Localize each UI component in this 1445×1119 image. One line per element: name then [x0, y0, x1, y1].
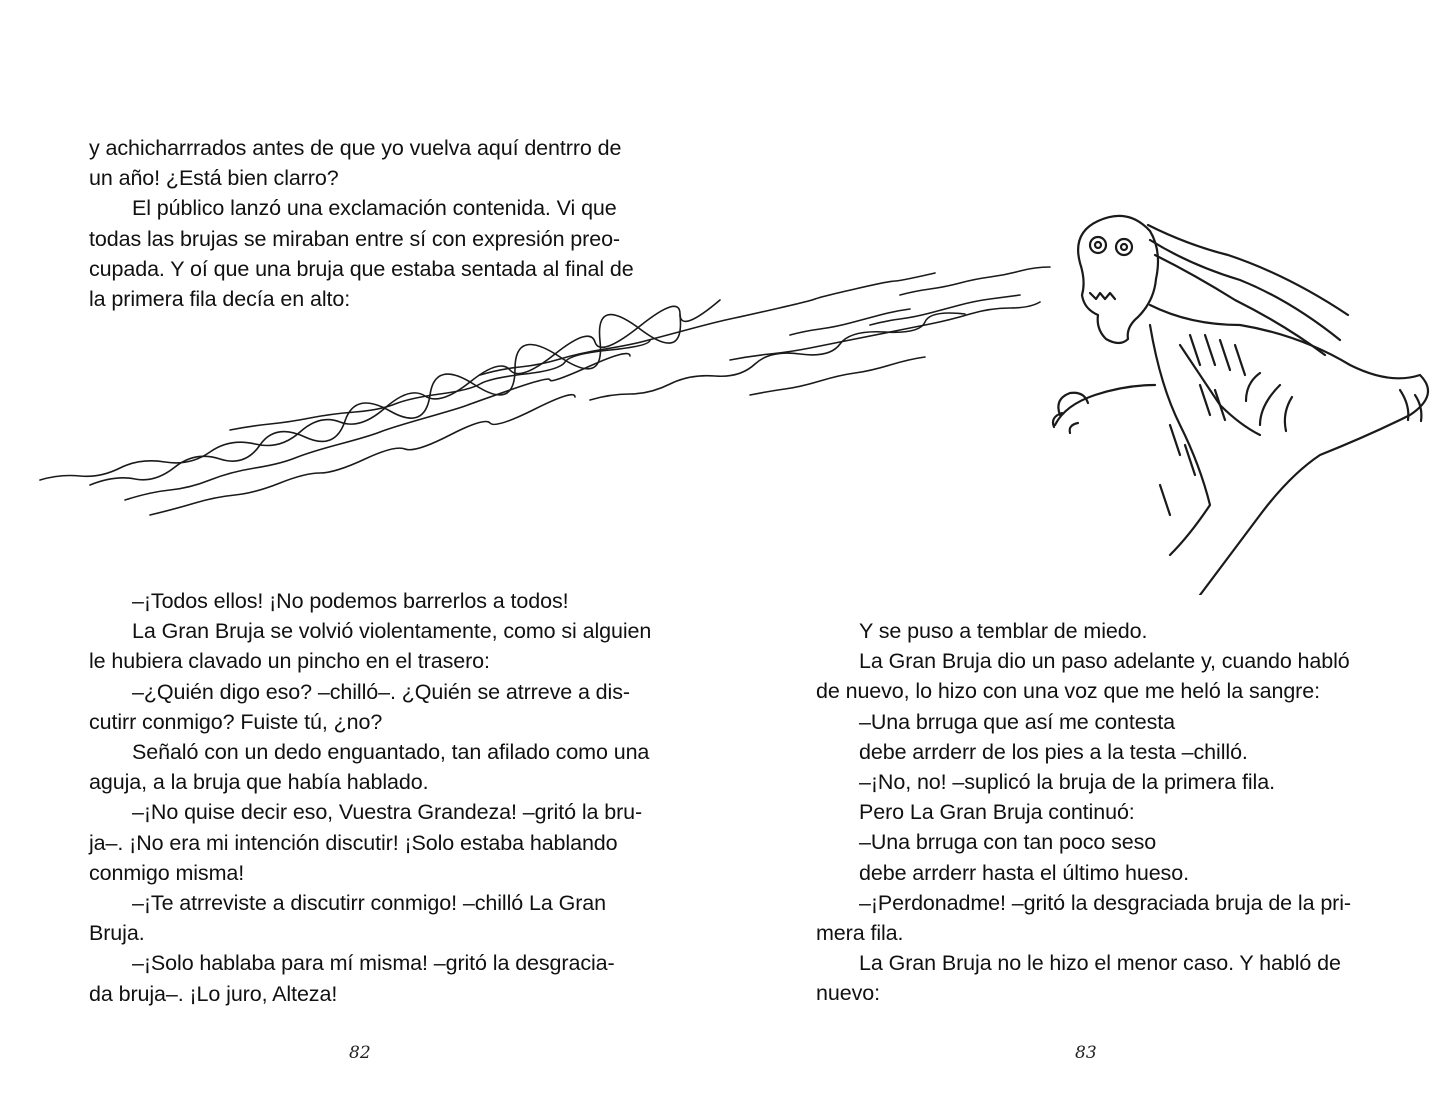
right-page-text	[816, 616, 1361, 1009]
left-bottom-text	[89, 586, 652, 1009]
text-line: cutirr conmigo? Fuiste tú, ¿no?	[89, 709, 383, 734]
text-line: todas las brujas se miraban entre sí con expresión preo-	[89, 226, 620, 251]
text-line: El público lanzó una exclamación contenida. Vi que	[132, 196, 617, 221]
witch-figure-icon	[1053, 216, 1428, 595]
text-line: –¡No, no! –suplicó la bruja de la primera fila.	[859, 770, 1275, 795]
page-number-left: 82	[349, 1043, 371, 1063]
text-line: –¿Quién digo eso? –chilló–. ¿Quién se atrreve a dis-	[132, 679, 630, 704]
text-line: debe arrderr de los pies a la testa –chilló.	[859, 739, 1248, 764]
text-line: –¡No quise decir eso, Vuestra Grandeza! –gritó la bru-	[132, 800, 643, 825]
grand-witch-casting-spell-illustration	[30, 185, 1445, 595]
text-line: Señaló con un dedo enguantado, tan afilado como una	[132, 740, 650, 765]
text-line: –Una brruga que así me contesta	[859, 709, 1176, 734]
text-line: conmigo misma!	[89, 860, 245, 885]
text-line: –¡Perdonadme! –gritó la desgraciada bruja de la pri-	[859, 890, 1351, 915]
text-line: –¡Te atrreviste a discutirr conmigo! –chilló La Gran	[132, 891, 606, 916]
text-line: debe arrderr hasta el último hueso.	[859, 860, 1189, 885]
text-line: y achicharrrados antes de que yo vuelva aquí dentrro de	[89, 136, 622, 160]
text-line: Pero La Gran Bruja continuó:	[859, 800, 1135, 825]
text-line: La Gran Bruja no le hizo el menor caso. Y habló de	[859, 951, 1341, 976]
spell-blast-waves-icon	[40, 267, 1050, 515]
text-line: La Gran Bruja se volvió violentamente, como si alguien	[132, 619, 652, 644]
text-line: Y se puso a temblar de miedo.	[859, 619, 1148, 643]
text-line: –¡Solo hablaba para mí misma! –gritó la desgracia-	[132, 951, 615, 976]
text-line: La Gran Bruja dio un paso adelante y, cuando habló	[859, 649, 1350, 674]
text-line: aguja, a la bruja que había hablado.	[89, 770, 429, 795]
text-line: Bruja.	[89, 921, 145, 946]
page-number-right: 83	[1075, 1043, 1097, 1063]
text-line: nuevo:	[816, 981, 880, 1006]
text-line: –¡Todos ellos! ¡No podemos barrerlos a todos!	[132, 589, 569, 613]
text-line: mera fila.	[816, 921, 904, 946]
text-line: –Una brruga con tan poco seso	[859, 830, 1157, 855]
text-line: un año! ¿Está bien clarro?	[89, 166, 339, 191]
text-line: la primera fila decía en alto:	[89, 287, 351, 312]
text-line: le hubiera clavado un pincho en el trasero:	[89, 649, 490, 674]
text-line: de nuevo, lo hizo con una voz que me heló la sangre:	[816, 679, 1320, 704]
text-line: da bruja–. ¡Lo juro, Alteza!	[89, 981, 338, 1006]
text-line: ja–. ¡No era mi intención discutir! ¡Solo estaba hablando	[89, 830, 618, 855]
text-line: cupada. Y oí que una bruja que estaba sentada al final de	[89, 256, 634, 281]
